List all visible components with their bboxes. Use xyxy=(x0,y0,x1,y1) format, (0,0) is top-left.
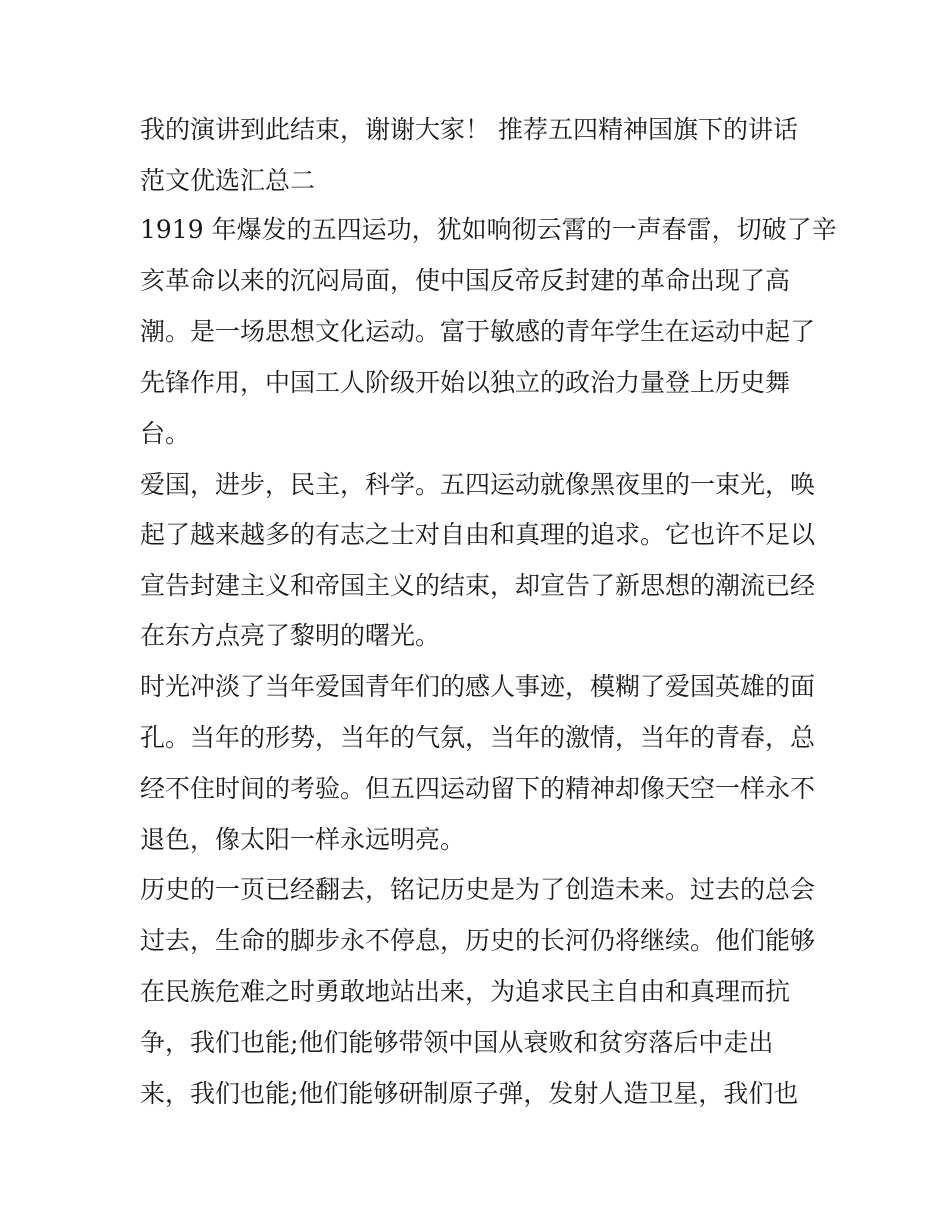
text-line: 先锋作用，中国工人阶级开始以独立的政治力量登上历史舞 xyxy=(140,368,791,397)
text-line: 宣告封建主义和帝国主义的结束，却宣告了新思想的潮流已经 xyxy=(140,571,816,600)
text-line: 起了越来越多的有志之士对自由和真理的追求。它也许不足以 xyxy=(140,520,816,549)
text-line: 在民族危难之时勇敢地站出来，为追求民主自由和真理而抗 xyxy=(140,977,791,1006)
text-line: 历史的一页已经翻去，铭记历史是为了创造未来。过去的总会 xyxy=(140,875,816,904)
text-line: 孔。当年的形势，当年的气氛，当年的激情，当年的青春，总 xyxy=(140,723,816,752)
text-line: 退色，像太阳一样永远明亮。 xyxy=(140,825,466,854)
text-line: 经不住时间的考验。但五四运动留下的精神却像天空一样永不 xyxy=(140,774,816,803)
text-line: 我的演讲到此结束，谢谢大家！ 推荐五四精神国旗下的讲话 xyxy=(140,115,798,144)
text-line: 1919 年爆发的五四运功，犹如响彻云霄的一声春雷，切破了辛 xyxy=(140,215,837,244)
text-line: 爱国，进步，民主，科学。五四运动就像黑夜里的一束光，唤 xyxy=(140,470,816,499)
text-line: 时光冲淡了当年爱国青年们的感人事迹，模糊了爱国英雄的面 xyxy=(140,672,816,701)
text-line: 争，我们也能;他们能够带领中国从衰败和贫穷落后中走出 xyxy=(140,1028,774,1057)
text-line: 亥革命以来的沉闷局面，使中国反帝反封建的革命出现了高 xyxy=(140,266,791,295)
text-line: 潮。是一场思想文化运动。富于敏感的青年学生在运动中起了 xyxy=(140,317,816,346)
text-line: 台。 xyxy=(140,419,191,448)
text-line: 来，我们也能;他们能够研制原子弹，发射人造卫星，我们也 xyxy=(140,1079,799,1108)
text-line: 范文优选汇总二 xyxy=(140,166,316,195)
text-line: 在东方点亮了黎明的曙光。 xyxy=(140,621,441,650)
text-line: 过去，生命的脚步永不停息，历史的长河仍将继续。他们能够 xyxy=(140,926,816,955)
